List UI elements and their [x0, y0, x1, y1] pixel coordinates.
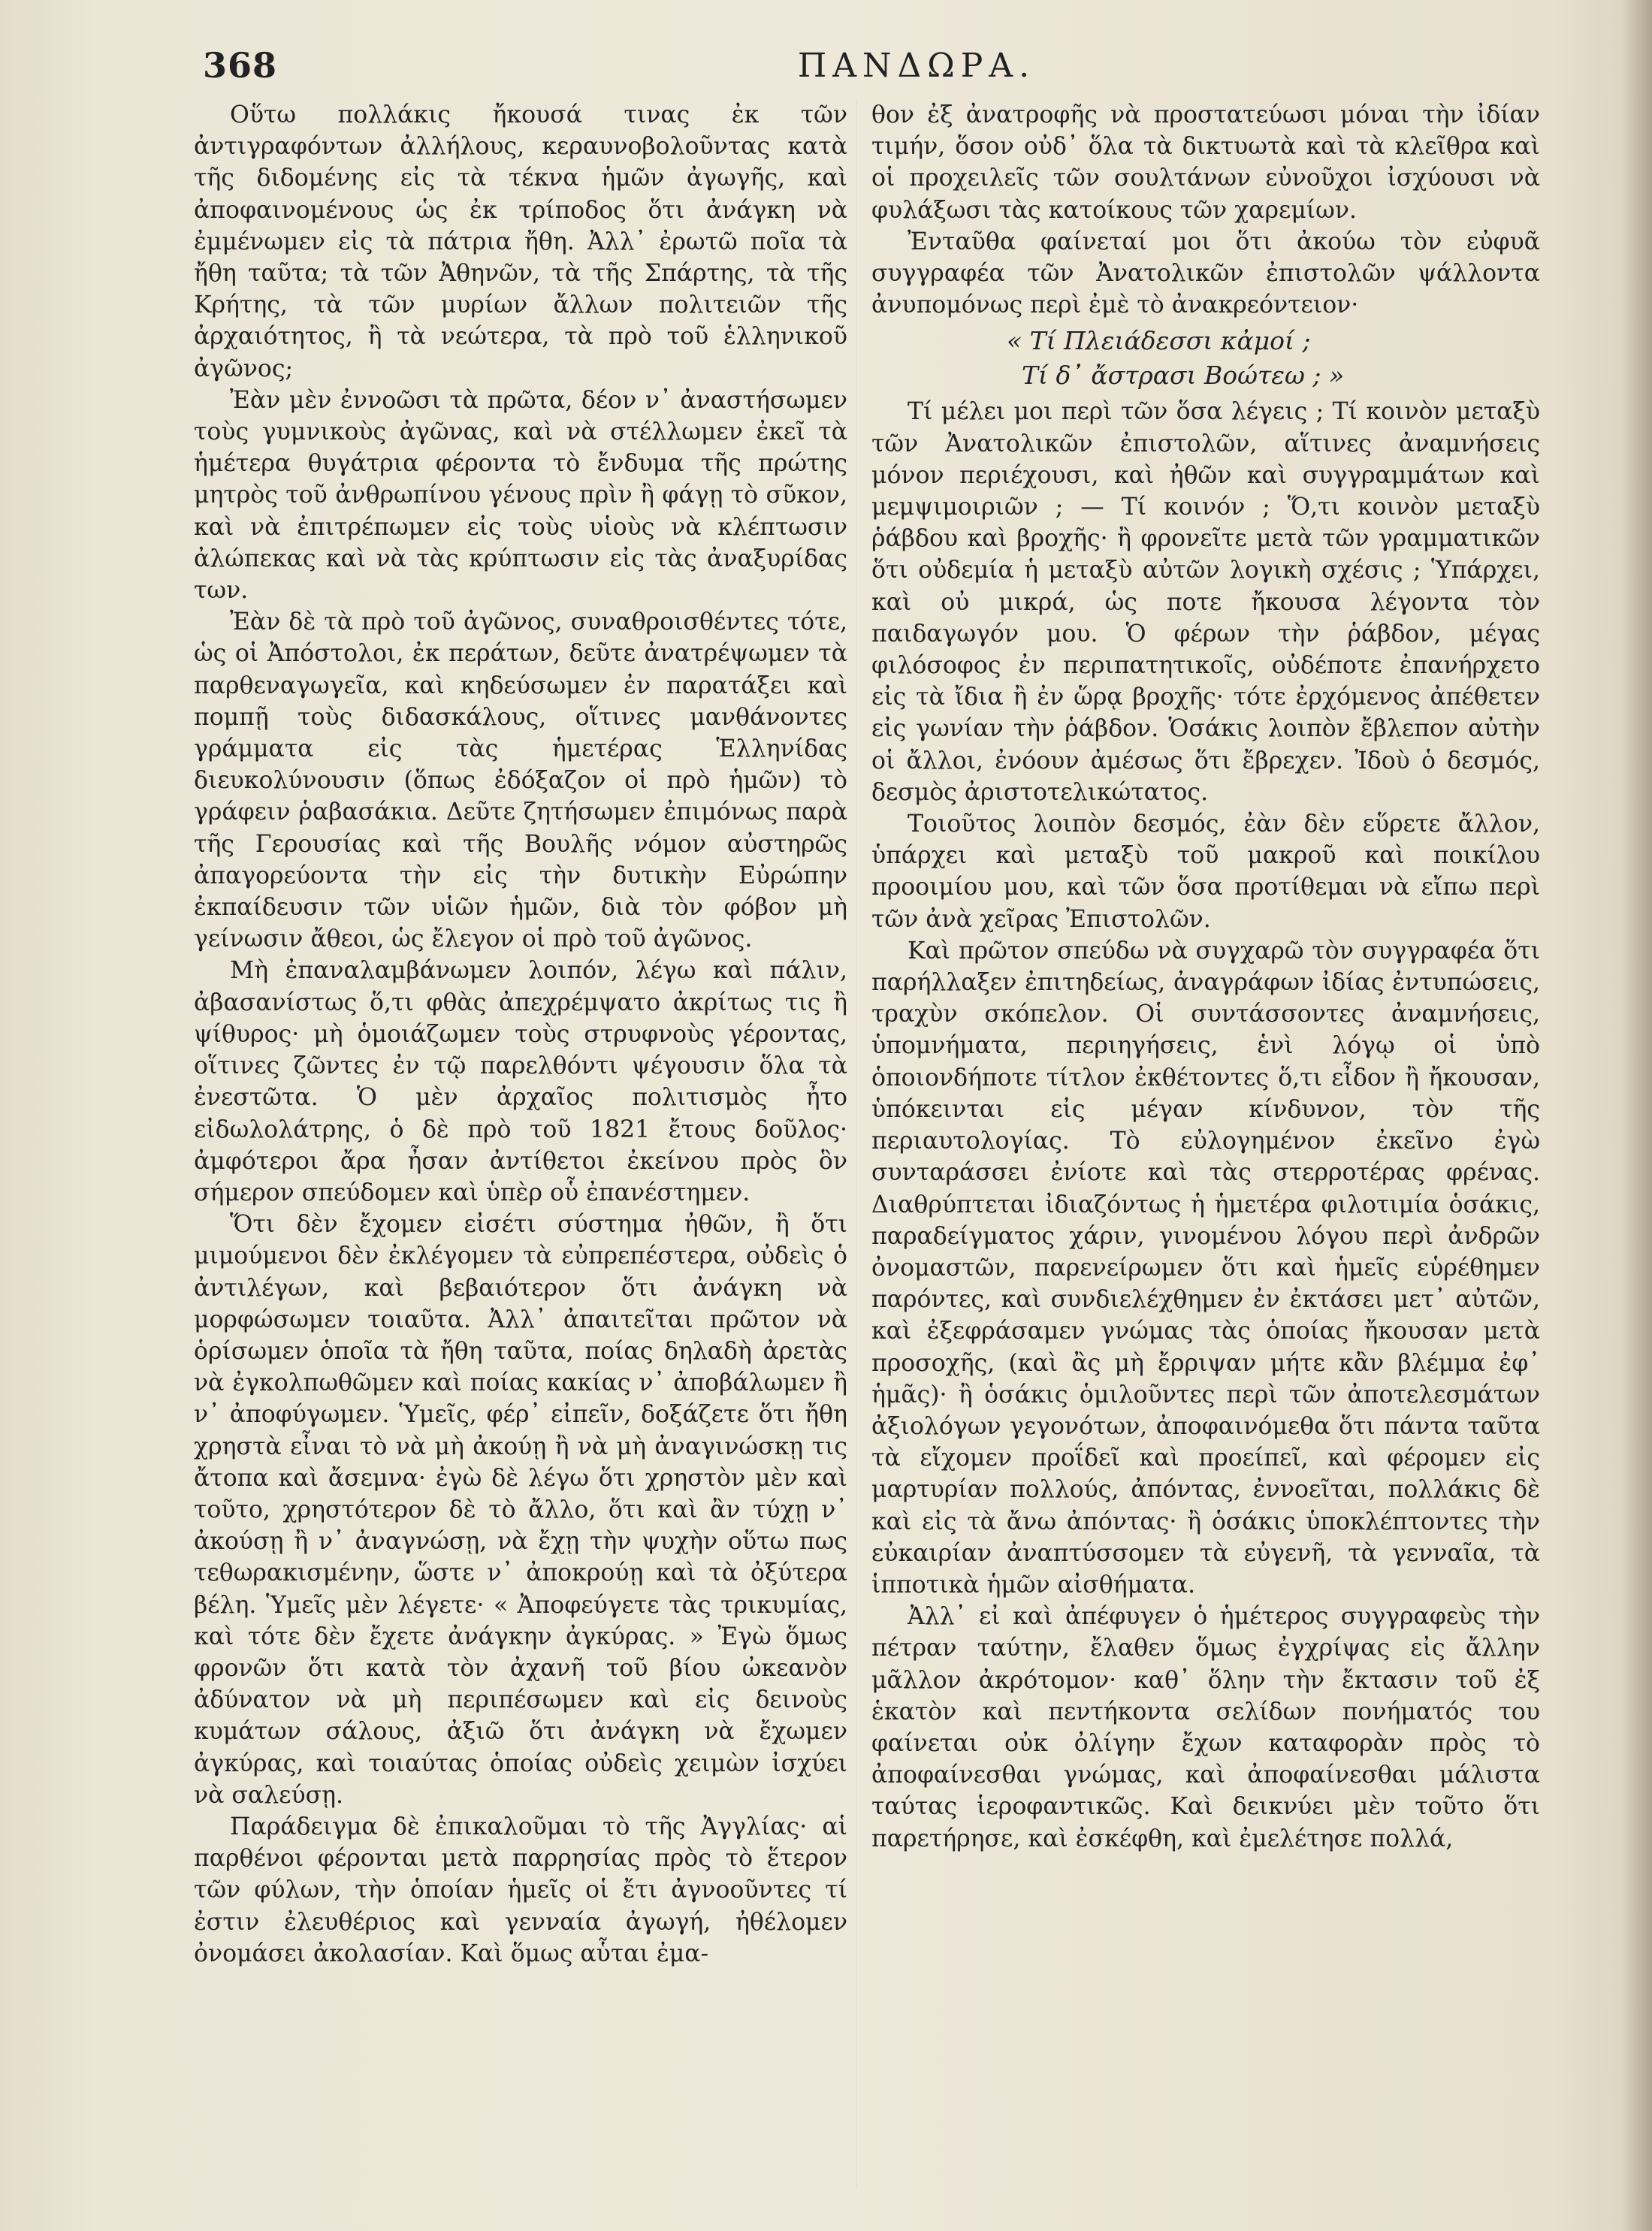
paragraph: Τί μέλει μοι περὶ τῶν ὅσα λέγεις ; Τί κοινὸν μεταξὺ τῶν Ἀνατολικῶν ἐπιστολῶν, αἵτινες ἀναμνήσεις μόνον περιέχουσι, καὶ ἠθῶν καὶ συγγραμμάτων καὶ μεμψιμοιριῶν ; — Τί κοινόν ; Ὅ,τι κοινὸν μεταξὺ ῥάβδου καὶ βροχῆς· ἢ φρονεῖτε μετὰ τῶν γραμματικῶν ὅτι οὐδεμία ἡ μεταξὺ αὐτῶν λογικὴ σχέσις ; Ὑπάρχει, καὶ οὐ μικρά, ὡς ποτε ἤκουσα λέγοντα τὸν παιδαγωγόν μου. Ὁ φέρων τὴν ῥάβδον, μέγας φιλόσοφος ἐν περιπατητικοῖς, οὐδέποτε ἐπανήρχετο εἰς τὰ ἴδια ἢ ἐν ὥρᾳ βροχῆς· τότε ἐρχόμενος ἀπέθετεν εἰς γωνίαν τὴν ῥάβδον. Ὁσάκις λοιπὸν ἔβλεπον αὐτὴν οἱ ἄλλοι, ἐνόουν ἀμέσως ὅτι ἔβρεχεν. Ἰδοὺ ὁ δεσμός, δεσμὸς ἀριστοτελικώτατος.: [871, 398, 1540, 806]
paragraph: Ἐνταῦθα φαίνεταί μοι ὅτι ἀκούω τὸν εὐφυᾶ συγγραφέα τῶν Ἀνατολικῶν ἐπιστολῶν ψάλλοντα ἀνυπομόνως περὶ ἐμὲ τὸ ἀνακρεόντειον·: [871, 228, 1540, 319]
paragraph: Ἐὰν δὲ τὰ πρὸ τοῦ ἀγῶνος, συναθροισθέντες τότε, ὡς οἱ Ἀπόστολοι, ἐκ περάτων, δεῦτε ἀνατρέψωμεν τὰ παρθεναγωγεῖα, καὶ κηδεύσωμεν ἐν παρατάξει καὶ πομπῇ τοὺς διδασκάλους, οἵτινες μανθάνοντες γράμματα εἰς τὰς ἡμετέρας Ἑλληνίδας διευκολύνουσιν (ὅπως ἐδόξαζον οἱ πρὸ ἡμῶν) τὸ γράφειν ῥαβασάκια. Δεῦτε ζητήσωμεν ἐπιμόνως παρὰ τῆς Γερουσίας καὶ τῆς Βουλῆς νόμον αὐστηρῶς ἀπαγορεύοντα τὴν εἰς τὴν δυτικὴν Εὐρώπην ἐκπαίδευσιν τῶν υἱῶν ἡμῶν, διὰ τὸν φόβον μὴ γείνωσιν ἄθεοι, ὡς ἔλεγον οἱ πρὸ τοῦ ἀγῶνος.: [194, 608, 847, 953]
verse-line: « Τί Πλειάδεσσι κἀμοί ;: [1007, 326, 1311, 356]
paragraph: Τοιοῦτος λοιπὸν δεσμός, ἐὰν δὲν εὕρετε ἄλλον, ὑπάρχει καὶ μεταξὺ τοῦ μακροῦ καὶ ποικίλου προοιμίου μου, καὶ τῶν ὅσα προτίθεμαι νὰ εἴπω περὶ τῶν ἀνὰ χεῖρας Ἐπιστολῶν.: [871, 811, 1540, 933]
paragraph: Ὅτι δὲν ἔχομεν εἰσέτι σύστημα ἠθῶν, ἢ ὅτι μιμούμενοι δὲν ἐκλέγομεν τὰ εὐπρεπέστερα, οὐδεὶς ὁ ἀντιλέγων, καὶ βεβαιότερον ὅτι ἀνάγκη νὰ μορφώσωμεν τοιαῦτα. Ἀλλ᾽ ἀπαιτεῖται πρῶτον νὰ ὁρίσωμεν ὁποῖα τὰ ἤθη ταῦτα, ποίας δηλαδὴ ἀρετὰς νὰ ἐγκολπωθῶμεν καὶ ποίας κακίας ν᾽ ἀποβάλωμεν ἢ ν᾽ ἀποφύγωμεν. Ὑμεῖς, φέρ᾽ εἰπεῖν, δοξάζετε ὅτι ἤθη χρηστὰ εἶναι τὸ νὰ μὴ ἀκούῃ ἢ νὰ μὴ ἀναγινώσκῃ τις ἄτοπα καὶ ἄσεμνα· ἐγὼ δὲ λέγω ὅτι χρηστὸν μὲν καὶ τοῦτο, χρηστότερον δὲ τὸ ἄλλο, ὅτι καὶ ἂν τύχῃ ν᾽ ἀκούσῃ ἢ ν᾽ ἀναγνώσῃ, νὰ ἔχῃ τὴν ψυχὴν οὕτω πως τεθωρακισμένην, ὥστε ν᾽ ἀποκρούῃ καὶ τὰ ὀξύτερα βέλη. Ὑμεῖς μὲν λέγετε· « Ἀποφεύγετε τὰς τρικυμίας, καὶ τότε δὲν ἔχετε ἀνάγκην ἀγκύρας. » Ἐγὼ ὅμως φρονῶν ὅτι κατὰ τὸν ἀχανῆ τοῦ βίου ὠκεανὸν ἀδύνατον νὰ μὴ περιπέσωμεν καὶ εἰς δεινοὺς κυμάτων σάλους, ἀξιῶ ὅτι ἀνάγκη νὰ ἔχωμεν ἀγκύρας, καὶ τοιαύτας ὁποίας οὐδεὶς χειμὼν ἰσχύει νὰ σαλεύσῃ.: [194, 1211, 847, 1809]
binding-shadow: [1622, 0, 1652, 2231]
page-number: 368: [203, 45, 278, 86]
right-column: [871, 99, 1540, 2202]
paragraph: Παράδειγμα δὲ ἐπικαλοῦμαι τὸ τῆς Ἀγγλίας· αἱ παρθένοι φέρονται μετὰ παρρησίας πρὸς τὸ ἕτερον τῶν φύλων, τὴν ὁποίαν ἡμεῖς οἱ ἔτι ἀγνοοῦντες τί ἐστιν ἐλευθέριος καὶ γενναία ἀγωγή, ἠθέλομεν ὀνομάσει ἀκολασίαν. Καὶ ὅμως αὗται ἐμα-: [194, 1813, 847, 1967]
column-gutter: [856, 99, 857, 2187]
running-title: ΠΑΝΔΩΡΑ.: [797, 47, 1036, 85]
left-column: [194, 99, 847, 2202]
paragraph: Ἀλλ᾽ εἰ καὶ ἀπέφυγεν ὁ ἡμέτερος συγγραφεὺς τὴν πέτραν ταύτην, ἔλαθεν ὅμως ἐγχρίψας εἰς ἄλλην μᾶλλον ἀκρότομον· καθ᾽ ὅλην τὴν ἔκτασιν τοῦ ἐξ ἑκατὸν καὶ πεντήκοντα σελίδων πονήματός του φαίνεται οὐκ ὀλίγην ἔχων καταφορὰν πρὸς τὸ ἀποφαίνεσθαι γνώμας, καὶ ἀποφαίνεσθαι μάλιστα ταύτας ἱεροφαντικῶς. Καὶ δεικνύει μὲν τοῦτο ὅτι παρετήρησε, καὶ ἐσκέφθη, καὶ ἐμελέτησε πολλά,: [871, 1603, 1540, 1852]
paragraph: Καὶ πρῶτον σπεύδω νὰ συγχαρῶ τὸν συγγραφέα ὅτι παρήλλαξεν ἐπιτηδείως, ἀναγράφων ἰδίας ἐντυπώσεις, τραχὺν σκόπελον. Οἱ συντάσσοντες ἀναμνήσεις, ὑπομνήματα, περιηγήσεις, ἑνὶ λόγῳ οἱ ὑπὸ ὁποιονδήποτε τίτλον ἐκθέτοντες ὅ,τι εἶδον ἢ ἤκουσαν, ὑπόκεινται εἰς μέγαν κίνδυνον, τὸν τῆς περιαυτολογίας. Τὸ εὐλογημένον ἐκεῖνο ἐγὼ συνταράσσει ἐνίοτε καὶ τὰς στερροτέρας φρένας. Διαθρύπτεται ἰδιαζόντως ἡ ἡμετέρα φιλοτιμία ὁσάκις, παραδείγματος χάριν, γινομένου λόγου περὶ ἀνδρῶν ὀνομαστῶν, παρενείρωμεν ὅτι καὶ ἡμεῖς εὑρέθημεν παρόντες, καὶ συνδιελέχθημεν ἐν ἐκτάσει μετ᾽ αὐτῶν, καὶ ἐξεφράσαμεν γνώμας τὰς ὁποίας ἤκουσαν μετὰ προσοχῆς, (καὶ ἂς μὴ ἔρριψαν μήτε κἂν βλέμμα ἐφ᾽ ἡμᾶς)· ἢ ὁσάκις ὁμιλοῦντες περὶ τῶν ἀποτελεσμάτων ἀξιολόγων γεγονότων, ἀποφαινόμεθα ὅτι πάντα ταῦτα τὰ εἴχομεν προΐδεῖ καὶ προείπεῖ, καὶ φέρομεν εἰς μαρτυρίαν πολλούς, ἀπόντας, ἐννοεῖται, πολλάκις δὲ καὶ εἰς τὰ ἄνω ἀπόντας· ἢ ὁσάκις ὑποκλέπτοντες τὴν εὐκαιρίαν ἀναπτύσσομεν τὰ εὐγενῆ, τὰ γενναῖα, τὰ ἱπποτικὰ ἡμῶν αἰσθήματα.: [871, 937, 1540, 1599]
paragraph: Μὴ ἐπαναλαμβάνωμεν λοιπόν, λέγω καὶ πάλιν, ἀβασανίστως ὅ,τι φθὰς ἀπεχρέμψατο ἀκρίτως τις ἢ ψίθυρος· μὴ ὁμοιάζωμεν τοὺς στρυφνοὺς γέροντας, οἵτινες ζῶντες ἐν τῷ παρελθόντι ψέγουσιν ὅλα τὰ ἐνεστῶτα. Ὁ μὲν ἀρχαῖος πολιτισμὸς ἦτο εἰδωλολάτρης, ὁ δὲ πρὸ τοῦ 1821 ἔτους δοῦλος· ἀμφότεροι ἄρα ἦσαν ἀντίθετοι ἐκείνου πρὸς ὃν σήμερον σπεύδομεν καὶ ὑπὲρ οὗ ἐπανέστημεν.: [194, 957, 847, 1206]
page-header: [203, 45, 1570, 90]
paragraph-continued: θον ἐξ ἀνατροφῆς νὰ προστατεύωσι μόναι τὴν ἰδίαν τιμήν, ὅσον οὐδ᾽ ὅλα τὰ δικτυωτὰ καὶ τὰ κλεῖθρα καὶ οἱ προχειλεῖς τῶν σουλτάνων εὐνοῦχοι ἰσχύουσι νὰ φυλάξωσι τὰς κατοίκους τῶν χαρεμίων.: [871, 101, 1540, 224]
paragraph: Ἐὰν μὲν ἐννοῶσι τὰ πρῶτα, δέον ν᾽ ἀναστήσωμεν τοὺς γυμνικοὺς ἀγῶνας, καὶ νὰ στέλλωμεν ἐκεῖ τὰ ἡμέτερα θυγάτρια φέροντα τὸ ἔνδυμα τῆς πρώτης μητρὸς τοῦ ἀνθρωπίνου γένους πρὶν ἢ φάγῃ τὸ σῦκον, καὶ νὰ ἐπιτρέπωμεν εἰς τοὺς υἱοὺς νὰ κλέπτωσιν ἀλώπεκας καὶ νὰ τὰς κρύπτωσιν εἰς τὰς ἀναξυρίδας των.: [194, 386, 847, 605]
verse-line: Τί δ᾽ ἄστρασι Βοώτεω ; »: [1022, 361, 1345, 391]
verse-quote: [871, 324, 1540, 393]
paragraph: Οὕτω πολλάκις ἤκουσά τινας ἐκ τῶν ἀντιγραφόντων ἀλλήλους, κεραυνοβολοῦντας κατὰ τῆς διδομένης εἰς τὰ τέκνα ἡμῶν ἀγωγῆς, καὶ ἀποφαινομένους ὡς ἐκ τρίποδος ὅτι ἀνάγκη νὰ ἐμμένωμεν εἰς τὰ πάτρια ἤθη. Ἀλλ᾽ ἐρωτῶ ποῖα τὰ ἤθη ταῦτα; τὰ τῶν Ἀθηνῶν, τὰ τῆς Σπάρτης, τὰ τῆς Κρήτης, τὰ τῶν μυρίων ἄλλων πολιτειῶν τῆς ἀρχαιότητος, ἢ τὰ νεώτερα, τὰ πρὸ τοῦ ἑλληνικοῦ ἀγῶνος;: [194, 101, 847, 382]
